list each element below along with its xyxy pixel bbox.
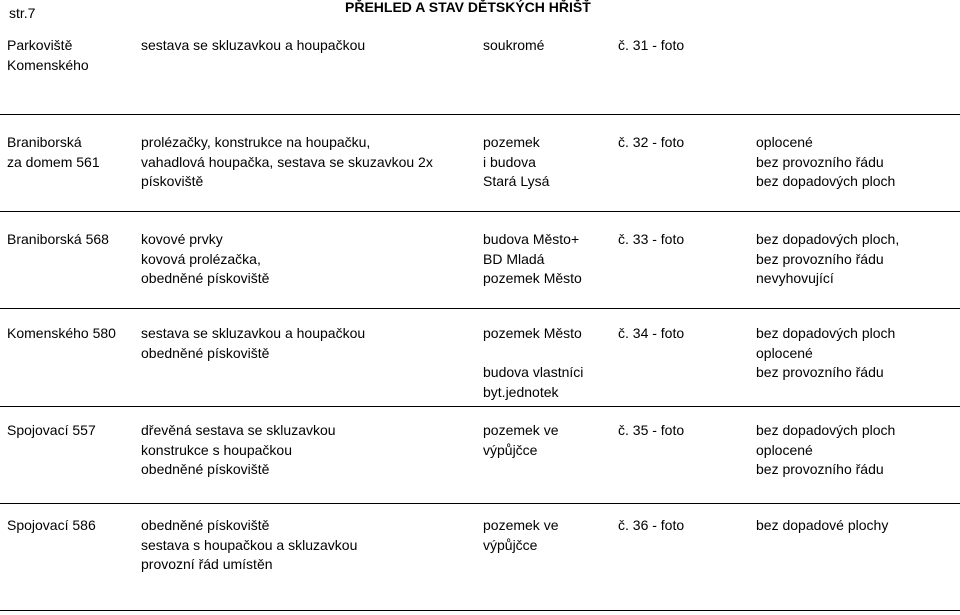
- row-location: [7, 421, 96, 441]
- equipment-line: provozní řád umístěn: [141, 556, 273, 572]
- row-equipment: [141, 36, 365, 56]
- row-equipment: [141, 230, 269, 289]
- location-line: za domem 561: [7, 153, 100, 170]
- condition-line: bez dopadových ploch: [756, 422, 896, 438]
- row-location: [7, 36, 89, 75]
- row-ownership: [483, 516, 558, 555]
- condition-line: bez provozního řádu: [756, 153, 884, 170]
- row-photo-ref: č. 32 - foto: [618, 134, 685, 150]
- equipment-line: pískoviště: [141, 173, 204, 189]
- equipment-line: kovové prvky: [141, 231, 223, 247]
- row-ownership: [483, 230, 582, 289]
- row-photo-ref: č. 36 - foto: [618, 517, 685, 533]
- row-photo-ref: č. 31 - foto: [618, 37, 685, 53]
- location-line: Braniborská: [7, 134, 82, 150]
- equipment-line: sestava s houpačkou a skluzavkou: [141, 536, 358, 553]
- condition-line: bez dopadové plochy: [756, 517, 889, 533]
- condition-line: bez provozního řádu: [756, 461, 884, 477]
- equipment-line: konstrukce s houpačkou: [141, 441, 292, 458]
- equipment-line: sestava se skluzavkou a houpačkou: [141, 325, 366, 341]
- equipment-line: obedněné pískoviště: [141, 517, 270, 533]
- location-line: Komenského 580: [7, 325, 116, 341]
- row-ownership: [483, 36, 544, 56]
- row-photo-ref: č. 33 - foto: [618, 231, 685, 247]
- condition-line: bez provozního řádu: [756, 364, 884, 380]
- location-line: Braniborská 568: [7, 231, 109, 247]
- page-number: str.7: [9, 5, 36, 21]
- row-photo-ref: č. 34 - foto: [618, 325, 685, 341]
- condition-line: oplocené: [756, 441, 813, 458]
- row-divider: [0, 211, 960, 212]
- row-divider: [0, 114, 960, 115]
- ownership-line: i budova: [483, 153, 536, 170]
- ownership-line: budova Město+: [483, 231, 580, 247]
- row-location: [7, 230, 109, 250]
- equipment-line: kovová prolézačka,: [141, 250, 261, 267]
- row-equipment: [141, 133, 433, 192]
- row-condition: [756, 324, 895, 383]
- location-line: Spojovací 586: [7, 517, 96, 533]
- location-line: Komenského: [7, 56, 89, 73]
- equipment-line: obedněné pískoviště: [141, 461, 270, 477]
- condition-line: bez dopadových ploch: [756, 325, 896, 341]
- location-line: Spojovací 557: [7, 422, 96, 438]
- row-equipment: [141, 516, 357, 575]
- ownership-line: pozemek ve: [483, 422, 559, 438]
- page-title: PŘEHLED A STAV DĚTSKÝCH HŘIŠŤ: [345, 0, 591, 15]
- condition-line: bez dopadových ploch: [756, 173, 896, 189]
- row-ownership: [483, 133, 549, 192]
- row-condition: [756, 516, 888, 536]
- location-line: Parkoviště: [7, 37, 73, 53]
- ownership-line: pozemek Město: [483, 325, 582, 341]
- condition-line: oplocené: [756, 134, 813, 150]
- row-divider: [0, 308, 960, 309]
- equipment-line: prolézačky, konstrukce na houpačku,: [141, 134, 371, 150]
- ownership-line: byt.jednotek: [483, 383, 559, 400]
- equipment-line: obedněné pískoviště: [141, 270, 270, 286]
- row-divider: [0, 610, 960, 611]
- equipment-line: vahadlová houpačka, sestava se skuzavkou 2x: [141, 153, 433, 170]
- equipment-line: obedněné pískoviště: [141, 344, 270, 361]
- condition-line: bez dopadových ploch,: [756, 231, 900, 247]
- row-location: [7, 324, 116, 344]
- row-ownership: [483, 421, 558, 460]
- row-photo-ref: č. 35 - foto: [618, 422, 685, 438]
- condition-line: nevyhovující: [756, 270, 834, 286]
- row-condition: [756, 421, 895, 480]
- row-divider: [0, 503, 960, 504]
- row-divider: [0, 406, 960, 407]
- ownership-line: pozemek ve: [483, 517, 559, 533]
- ownership-line: budova vlastníci: [483, 364, 584, 380]
- ownership-line: výpůjčce: [483, 441, 538, 458]
- row-equipment: [141, 421, 336, 480]
- row-location: [7, 516, 96, 536]
- row-location: [7, 133, 100, 172]
- ownership-line: Stará Lysá: [483, 173, 550, 189]
- row-condition: [756, 230, 899, 289]
- row-ownership: [483, 324, 583, 402]
- ownership-line: pozemek Město: [483, 270, 582, 286]
- equipment-line: sestava se skluzavkou a houpačkou: [141, 37, 366, 53]
- ownership-line: výpůjčce: [483, 536, 538, 553]
- ownership-line: soukromé: [483, 37, 545, 53]
- row-condition: [756, 133, 895, 192]
- ownership-line: [483, 344, 583, 364]
- condition-line: bez provozního řádu: [756, 250, 884, 267]
- ownership-line: pozemek: [483, 134, 540, 150]
- row-equipment: [141, 324, 365, 363]
- condition-line: oplocené: [756, 344, 813, 361]
- ownership-line: BD Mladá: [483, 250, 545, 267]
- equipment-line: dřevěná sestava se skluzavkou: [141, 422, 336, 438]
